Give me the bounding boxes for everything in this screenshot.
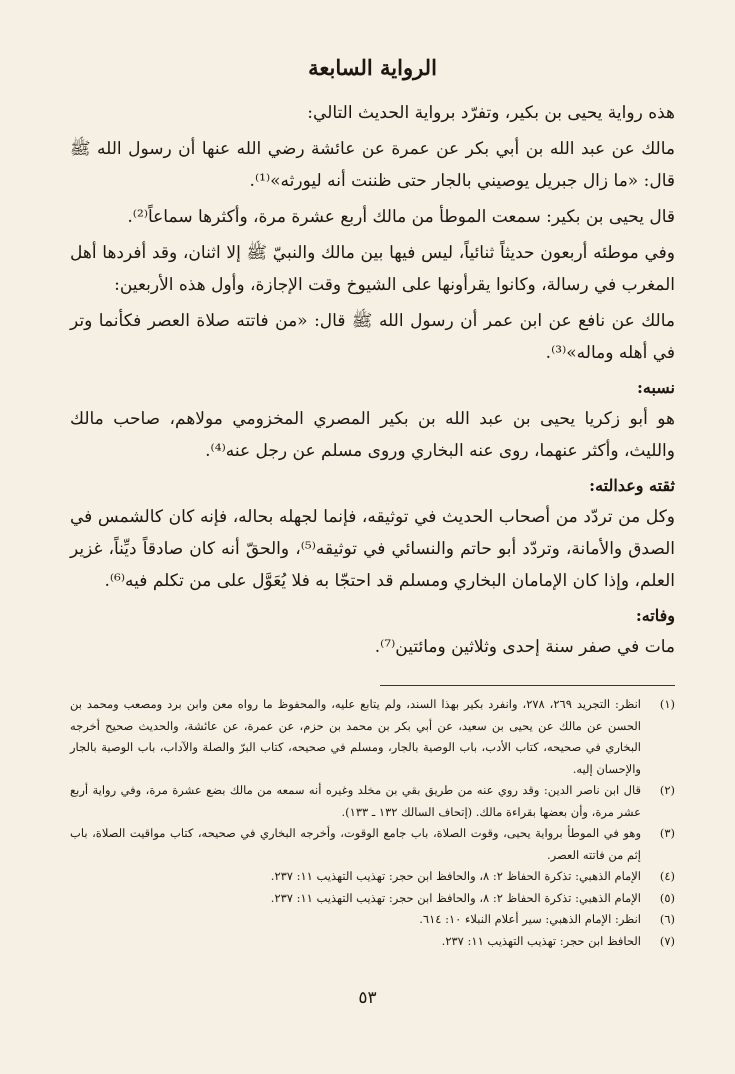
- footnote: [70, 909, 675, 931]
- footnote-number: (٧): [659, 933, 675, 948]
- footnote-text: انظر: التجريد ٢٦٩، ٢٧٨، وانفرد بكير بهذا السند، ولم يتابع عليه، والمحفوظ ما رواه معن وابن برد ومصعب ومحمد بن الحسن عن مالك عن يحيى بن سعيد، عن أبي بكر بن محمد بن حزم، عن عمرة، عن عائشة، والحديث صحيح أخرجه البخاري في صحيحه، كتاب الأدب، باب الوصية بالجار، ومسلم في صحيحه، كتاب البرّ والصلة والآداب، باب الوصية بالجار والإحسان إليه.: [70, 697, 641, 776]
- footnote-text: وهو في الموطأ برواية يحيى، وقوت الصلاة، باب جامع الوقوت، وأخرجه البخاري في صحيحه، كتاب مواقيت الصلاة، باب إثم من فاتته العصر.: [70, 826, 641, 862]
- footnote-number: (١): [659, 697, 675, 712]
- footnotes: [70, 694, 675, 952]
- section-title: الرواية السابعة: [308, 55, 437, 80]
- footnote: [70, 823, 675, 866]
- footnote-text: الإمام الذهبي: تذكرة الحفاظ ٢: ٨، والحافظ ابن حجر: تهذيب التهذيب ١١: ٢٣٧.: [270, 890, 641, 905]
- lineage-paragraph: هو أبو زكريا يحيى بن عبد الله بن بكير المصري المخزومي مولاهم، صاحب مالك والليث، وأكثر عنهما، روى عنه البخاري وروى مسلم عن رجل عنه⁽⁴⁾.: [70, 409, 675, 462]
- reliability-heading: ثقته وعدالته:: [589, 476, 675, 496]
- footnote-text: الإمام الذهبي: تذكرة الحفاظ ٢: ٨، والحافظ ابن حجر: تهذيب التهذيب ١١: ٢٣٧.: [270, 869, 641, 884]
- footnote-text: انظر: الإمام الذهبي: سير أعلام النبلاء ١٠: ٦١٤.: [419, 912, 641, 927]
- footnote: [70, 866, 675, 888]
- footnote: [70, 694, 675, 780]
- page-number: ٥٣: [358, 988, 377, 1008]
- hadith-asr-paragraph: مالك عن نافع عن ابن عمر أن رسول الله ﷺ قال: «من فاتته صلاة العصر فكأنما وتر في أهله وماله»⁽³⁾.: [70, 311, 675, 364]
- death-heading: وفاته:: [635, 606, 675, 626]
- reliability-paragraph: وكل من تردّد من أصحاب الحديث في توثيقه، فإنما لجهله بحاله، فإنه كان كالشمس في الصدق والأمانة، وتردّد أبو حاتم والنسائي في توثيقه⁽⁵⁾، والحقّ أنه كان صادقاً ديِّناً، غزير العلم، وإذا كان الإمامان البخاري ومسلم قد احتجّا به فلا يُعَوَّل على من تكلم فيه⁽⁶⁾.: [70, 507, 676, 592]
- footnote: [70, 780, 675, 823]
- footnote-number: (٢): [659, 783, 675, 798]
- muwatta-forty-paragraph: وفي موطئه أربعون حديثاً ثنائياً، ليس فيها بين مالك والنبيّ ﷺ إلا اثنان، وقد أفردها أهل المغرب في رسالة، وكانوا يقرأونها على الشيوخ وقت الإجازة، وأول هذه الأربعين:: [70, 243, 675, 296]
- hadith-jar-paragraph: مالك عن عبد الله بن أبي بكر عن عمرة عن عائشة رضي الله عنها أن رسول الله ﷺ قال: «ما زال جبريل يوصيني بالجار حتى ظننت أنه ليورثه»⁽¹⁾.: [70, 139, 675, 192]
- footnote-text: قال ابن ناصر الدين: وقد روي عنه من طريق بقي بن مخلد وغيره أنه سمعه من مالك بضع عشرة مرة، وفي رواية أربع عشر مرة، وأن بعضها بقراءة مالك. (إتحاف السالك ١٣٢ ـ ١٣٣).: [70, 783, 641, 819]
- footnote-number: (٦): [659, 912, 675, 927]
- footnote-separator: [380, 685, 675, 686]
- footnote: [70, 931, 675, 953]
- footnote-number: (٣): [659, 826, 675, 841]
- footnote: [70, 888, 675, 910]
- yahya-statement-paragraph: قال يحيى بن بكير: سمعت الموطأ من مالك أربع عشرة مرة، وأكثرها سماعاً⁽²⁾.: [127, 207, 675, 228]
- lineage-heading: نسبه:: [636, 378, 675, 398]
- intro-paragraph: هذه رواية يحيى بن بكير، وتفرّد برواية الحديث التالي:: [307, 103, 675, 124]
- footnote-text: الحافظ ابن حجر: تهذيب التهذيب ١١: ٢٣٧.: [441, 933, 641, 948]
- footnote-number: (٥): [659, 890, 675, 905]
- footnote-number: (٤): [659, 869, 675, 884]
- death-paragraph: مات في صفر سنة إحدى وثلاثين ومائتين⁽⁷⁾.: [374, 637, 675, 658]
